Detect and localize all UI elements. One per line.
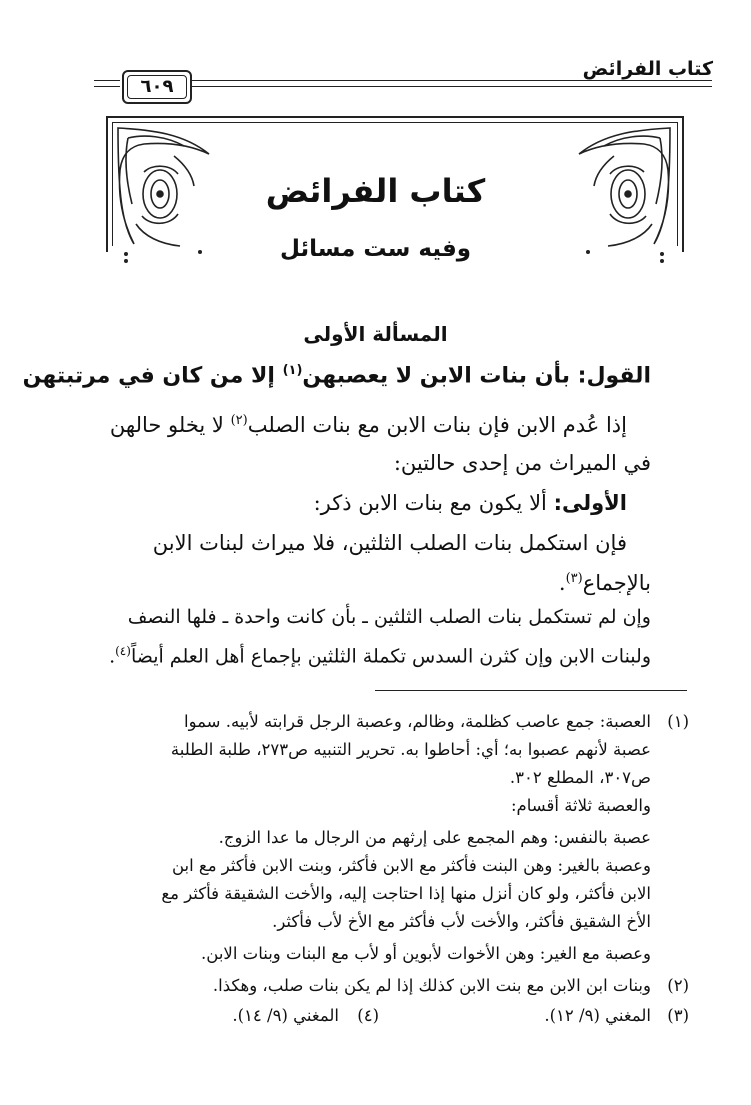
paragraph-2-line-1: فإن استكمل بنات الصلب الثلثين، فلا ميراث لبنات الابن [152,531,627,555]
footnote-2-text: وبنات ابن الابن مع بنت الابن كذلك إذا لم يكن بنات صلب، وهكذا. [212,976,651,995]
page-number: ٦٠٩ [127,75,187,99]
p3-line2-text: ولبنات الابن وإن كثرن السدس تكملة الثلثين بإجماع أهل العلم أيضاً [130,645,651,668]
header-rule-right-bottom [192,86,712,87]
footnote-4-text: المغني (٩/ ١٤). [232,1006,339,1025]
footnote-1-number: (١) [667,712,689,731]
header-rule-left-bottom [94,86,120,87]
statement-text: بأن بنات الابن لا يعصبهن [302,363,570,389]
footnote-1-line-8: الأخ الشقيق فأكثر، والأخت لأب فأكثر مع الأخ لأب فأكثر. [272,912,651,931]
footnote-2-number: (٢) [667,976,689,995]
paragraph-3-line-2 [109,638,651,669]
footnote-1-line-2: عصبة لأنهم عصبوا به؛ أي: أحاطوا به. تحرير التنبيه ص٢٧٣، طلبة الطلبة [170,740,651,759]
header-rule-right-top [192,80,712,81]
chapter-subtitle: وفيه ست مسائل [279,236,472,262]
issue-heading: المسألة الأولى [303,322,448,346]
p2-line2-end: . [558,571,566,595]
footnote-1-line-1: العصبة: جمع عاصب كظلمة، وظالم، وعصبة الرجل قرابته لأبيه. سموا [184,712,651,731]
footnote-ref-4: (٤) [115,644,131,658]
paragraph-3-line-1: وإن لم تستكمل بنات الصلب الثلثين ـ بأن كانت واحدة ـ فلها النصف [127,606,651,628]
p1-line1-end: لا يخلو حالهن [109,413,224,437]
footnote-1-line-5: عصبة بالنفس: وهم المجمع على إرثهم من الرجال ما عدا الزوج. [218,828,651,847]
running-header-title: كتاب الفرائض [582,58,713,80]
frame-top-inner [112,122,678,123]
footnote-separator [375,690,687,691]
first-case-line [314,490,627,516]
chapter-title: كتاب الفرائض [265,172,486,210]
paragraph-2-line-2 [559,566,651,596]
footnote-1-line-7: الابن فأكثر، ولو كان أنزل منها إذا احتاجت إليه، والأخت الشقيقة فأكثر مع [161,884,651,903]
p1-line1-text: إذا عُدم الابن فإن بنات الابن مع بنات الصلب [247,413,627,437]
first-case-label: الأولى: [553,491,627,515]
statement-text-end: إلا من كان في مرتبتهن [22,363,275,389]
footnote-1-line-3: ص٣٠٧، المطلع ٣٠٢. [509,768,651,787]
paragraph-1-line-1 [110,408,627,438]
statement-line [23,358,651,389]
footnote-1-line-6: وعصبة بالغير: وهن البنت فأكثر مع الابن فأكثر، وبنت الابن فأكثر مع ابن [171,856,651,875]
footnote-3-text: المغني (٩/ ١٢). [544,1006,651,1025]
paragraph-1-line-2: في الميراث من إحدى حالتين: [393,451,651,475]
footnote-ref-2: (٢) [230,413,248,428]
footnote-ref-3: (٣) [565,571,583,586]
page-number-box [122,70,192,104]
footnote-3-number: (٣) [667,1006,689,1025]
footnote-4-number: (٤) [357,1006,379,1025]
footnote-1-line-9: وعصبة مع الغير: وهن الأخوات لأبوين أو لأب مع البنات وبنات الابن. [201,944,651,963]
statement-label: القول: [577,363,651,389]
frame-top-outer [106,116,684,118]
footnote-1-line-4: والعصبة ثلاثة أقسام: [510,796,651,815]
p2-line2-text: بالإجماع [582,571,651,595]
footnote-ref-1: (١) [282,363,303,378]
first-case-text: ألا يكون مع بنات الابن ذكر: [313,491,547,515]
header-rule-left-top [94,80,120,81]
p3-line2-end: . [109,645,116,668]
